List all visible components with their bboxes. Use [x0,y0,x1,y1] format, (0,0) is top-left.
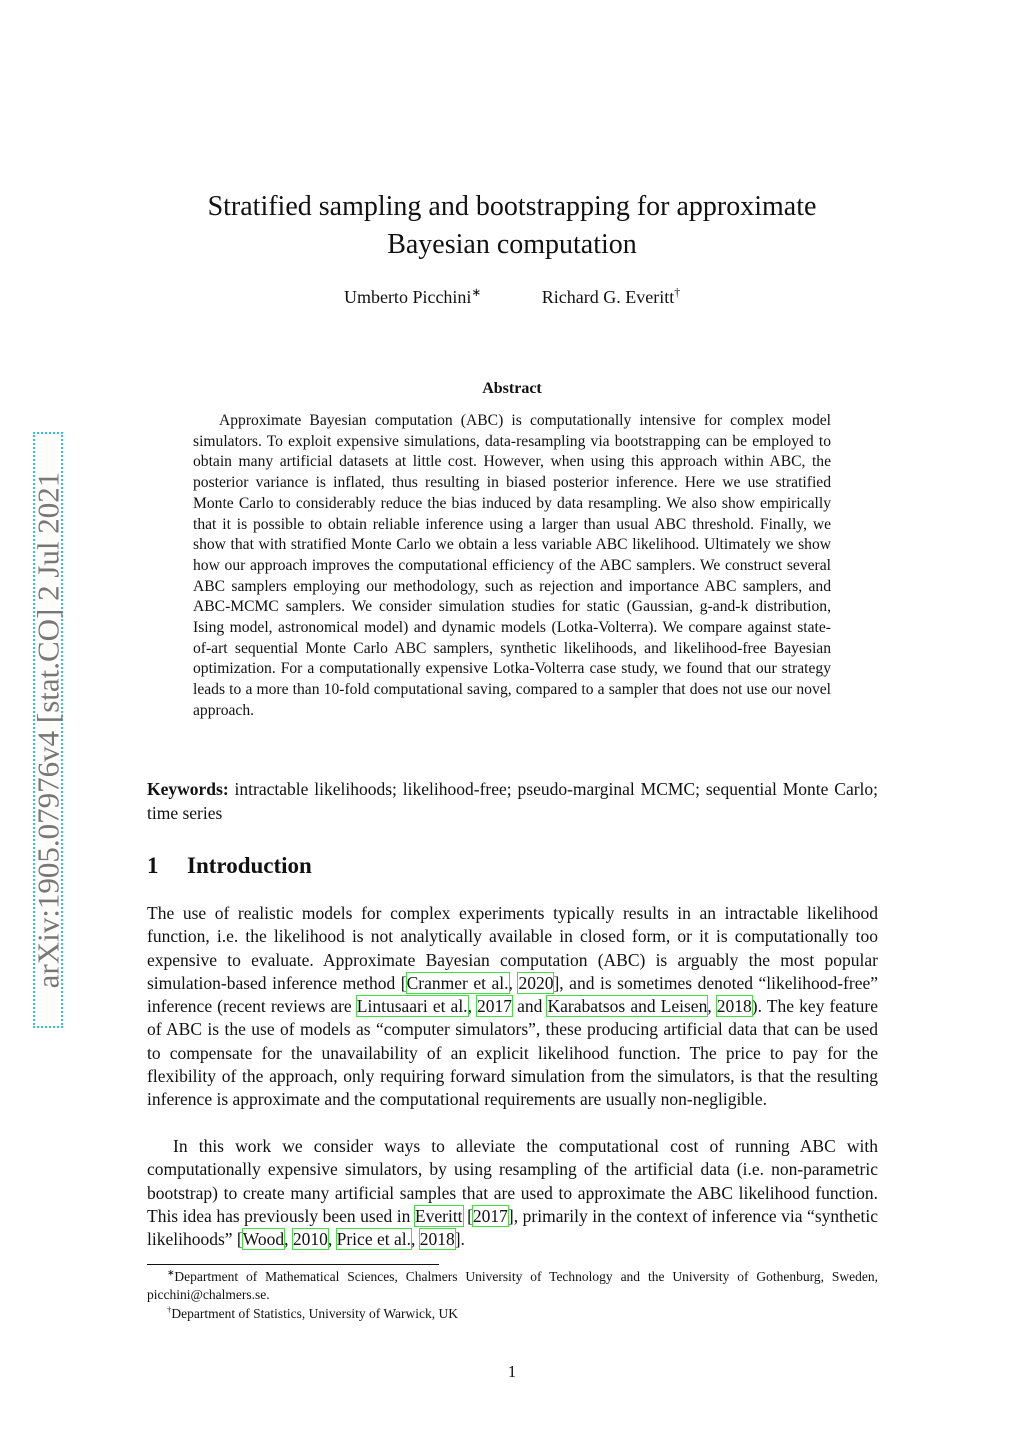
citation-wood[interactable]: Wood [242,1229,285,1250]
p1-text-4: ). The key feature of ABC is the use of models as “computer simulators”, these producing artificial data that can be used to compensate for the unavailability of an explicit likelihood function. The price to pay for the flexibility of the approach, only requiring forward simulation from the simulators, is that the resulting inference is approximate and the computational requirements are usually non-negligible. [147,996,878,1110]
p2-sep-3: , [327,1229,337,1250]
citation-lintusaari-year[interactable]: 2017 [477,996,513,1017]
p1-sep-3: , [707,996,717,1017]
citation-cranmer[interactable]: Cranmer et al. [406,972,509,993]
footnote-1-text: Department of Mathematical Sciences, Chalmers University of Technology and the University of Gothenburg, Sweden, picchini@chalmers.se. [147,1269,878,1302]
p2-text-1: In this work we consider ways to alleviate the computational cost of running ABC with computationally expensive simulators, by using resampling of the artificial data (i.e. non-parametric bootstrap) to create many artificial samples that are used to approximate the ABC likelihood function. This idea has previously been used in [147,1136,878,1226]
section-number: 1 [147,853,159,878]
p1-text-2: ], and is sometimes denoted “likelihood-free” inference (recent reviews are [147,972,879,1017]
p2-sep-2: , [284,1229,293,1250]
footnote-1-mark: ∗ [167,1267,175,1278]
p2-text-3: ]. [454,1229,465,1250]
keywords-label: Keywords: [147,779,229,799]
arxiv-stamp-text: arXiv:1905.07976v4 [stat.CO] 2 Jul 2021 [30,471,66,989]
title-line-2: Bayesian computation [387,229,637,260]
author-1-mark[interactable]: ∗ [471,286,482,299]
author-list [150,287,874,308]
author-1 [344,287,481,308]
p2-sep-1: [ [462,1205,473,1226]
intro-paragraph-1 [147,902,878,1112]
author-2-mark[interactable]: † [674,286,681,299]
p2-text-2: ], primarily in the context of inference via “synthetic likelihoods” [ [147,1205,878,1250]
citation-wood-year[interactable]: 2010 [292,1229,328,1250]
p1-text-1: The use of realistic models for complex experiments typically results in an intractable likelihood function, i.e. the likelihood is not analytically available in closed form, or it is computationally too expensive to evaluate. Approximate Bayesian computation (ABC) is arguably the most popular simulation-based inference method [ [147,903,878,993]
paper-title [150,188,874,264]
p1-sep-1: , [508,972,519,993]
author-2 [542,287,680,308]
citation-cranmer-year[interactable]: 2020 [518,972,554,993]
footnote-rule [147,1264,439,1265]
footnote-2 [147,1305,878,1323]
author-1-name: Umberto Picchini [343,287,472,307]
citation-karabatsos[interactable]: Karabatsos and Leisen [547,996,708,1017]
keywords-text: intractable likelihoods; likelihood-free; pseudo-marginal MCMC; sequential Monte Carlo; time series [147,779,879,823]
p2-sep-4: , [410,1229,420,1250]
section-title: Introduction [187,853,312,878]
footnote-1 [147,1268,878,1304]
page-number: 1 [507,1362,517,1381]
abstract-text: Approximate Bayesian computation (ABC) is computationally intensive for complex model simulators. To exploit expensive simulations, data-resampling via bootstrapping can be employed to obtain many artificial datasets at little cost. However, when using this approach within ABC, the posterior variance is inflated, thus resulting in biased posterior inference. Here we use stratified Monte Carlo to considerably reduce the bias induced by data resampling. We also show empirically that it is possible to obtain reliable inference using a larger than usual ABC threshold. Finally, we show that with stratified Monte Carlo we obtain a less variable ABC likelihood. Ultimately we show how our approach improves the computational efficiency of the ABC samplers. We construct several ABC samplers employing our methodology, such as rejection and importance ABC samplers, and ABC-MCMC samplers. We consider simulation studies for static (Gaussian, g-and-k distribution, Ising model, astronomical model) and dynamic models (Lotka-Volterra). We compare against state-of-art sequential Monte Carlo ABC samplers, synthetic likelihoods, and likelihood-free Bayesian optimization. For a computationally expensive Lotka-Volterra case study, we found that our strategy leads to a more than 10-fold computational saving, compared to a sampler that does not use our novel approach. [193,412,831,719]
p1-sep-2: , [467,996,478,1017]
title-line-1: Stratified sampling and bootstrapping for approximate [207,191,817,222]
citation-karabatsos-year[interactable]: 2018 [716,996,752,1017]
section-heading [147,853,312,879]
abstract-heading: Abstract [482,380,542,397]
citation-everitt-year[interactable]: 2017 [472,1205,508,1226]
citation-price[interactable]: Price et al. [336,1229,411,1250]
footnote-2-text: Department of Statistics, University of Warwick, UK [171,1306,458,1321]
arxiv-stamp[interactable] [30,432,66,1028]
citation-price-year[interactable]: 2018 [419,1229,455,1250]
p1-text-3: and [512,996,548,1017]
citation-everitt[interactable]: Everitt [414,1205,463,1226]
citation-lintusaari[interactable]: Lintusaari et al. [356,996,468,1017]
keywords [147,777,878,825]
footnote-2-mark: † [167,1304,172,1315]
intro-paragraph-2 [147,1135,878,1251]
author-2-name: Richard G. Everitt [541,287,675,307]
